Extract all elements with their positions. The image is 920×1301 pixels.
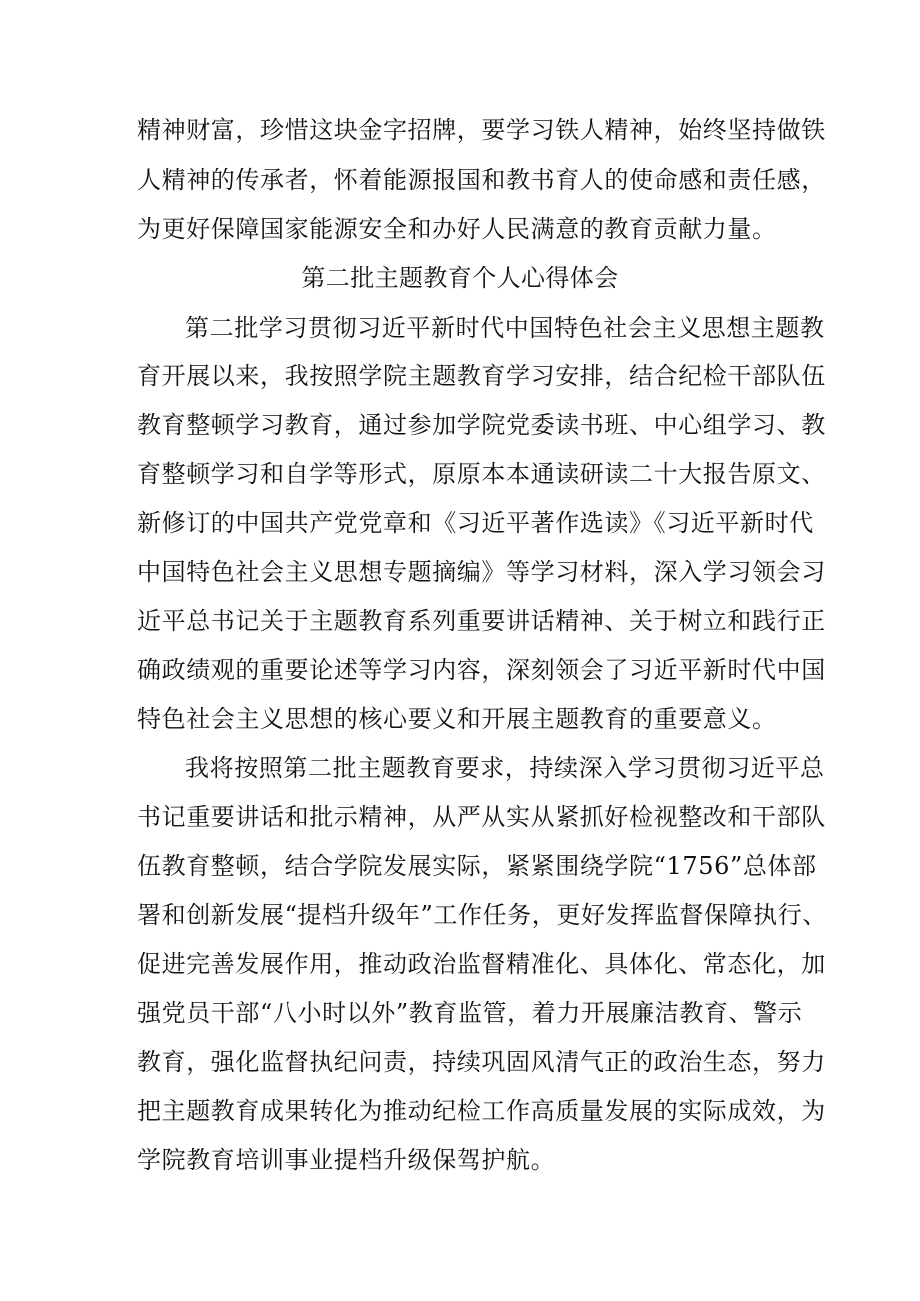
paragraph1-line-3: 教育整顿学习教育，通过参加学院党委读书班、中心组学习、教: [137, 411, 826, 439]
document-title: 第二批主题教育个人心得体会: [301, 264, 619, 292]
paragraph2-line-6: 强党员干部“八小时以外”教育监管，着力开展廉洁教育、警示: [137, 999, 803, 1027]
paragraph1-line-1: 第二批学习贯彻习近平新时代中国特色社会主义思想主题教: [185, 314, 825, 342]
paragraph1-line-9: 特色社会主义思想的核心要义和开展主题教育的重要意义。: [137, 705, 777, 733]
paragraph2-line-7: 教育，强化监督执纪问责，持续巩固风清气正的政治生态，努力: [137, 1048, 826, 1076]
paragraph1-line-7: 近平总书记关于主题教育系列重要讲话精神、关于树立和践行正: [137, 607, 826, 635]
paragraph2-line-9: 学院教育培训事业提档升级保驾护航。: [137, 1146, 556, 1174]
paragraph2-line-3: 伍教育整顿，结合学院发展实际，紧紧围绕学院“1756”总体部: [137, 852, 817, 880]
paragraph1-line-8: 确政绩观的重要论述等学习内容，深刻领会了习近平新时代中国: [137, 656, 826, 684]
paragraph2-line-8: 把主题教育成果转化为推动纪检工作高质量发展的实际成效，为: [137, 1097, 826, 1125]
paragraph2-line-5: 促进完善发展作用，推动政治监督精准化、具体化、常态化，加: [137, 950, 826, 978]
paragraph1-line-6: 中国特色社会主义思想专题摘编》等学习材料，深入学习领会习: [137, 558, 826, 586]
paragraph1-line-5: 新修订的中国共产党党章和《习近平著作选读》《习近平新时代: [137, 509, 814, 537]
paragraph2-line-2: 书记重要讲话和批示精神，从严从实从紧抓好检视整改和干部队: [137, 803, 826, 831]
paragraph1-line-2: 育开展以来，我按照学院主题教育学习安排，结合纪检干部队伍: [137, 362, 826, 390]
paragraph1-line-4: 育整顿学习和自学等形式，原原本本通读研读二十大报告原文、: [137, 460, 826, 488]
continuation-line-3: 为更好保障国家能源安全和办好人民满意的教育贡献力量。: [137, 215, 777, 243]
paragraph2-line-4: 署和创新发展“提档升级年”工作任务，更好发挥监督保障执行、: [137, 901, 827, 929]
paragraph2-line-1: 我将按照第二批主题教育要求，持续深入学习贯彻习近平总: [185, 754, 825, 782]
continuation-line-1: 精神财富，珍惜这块金字招牌，要学习铁人精神，始终坚持做铁: [137, 116, 826, 144]
continuation-line-2: 人精神的传承者，怀着能源报国和教书育人的使命感和责任感，: [137, 166, 826, 194]
